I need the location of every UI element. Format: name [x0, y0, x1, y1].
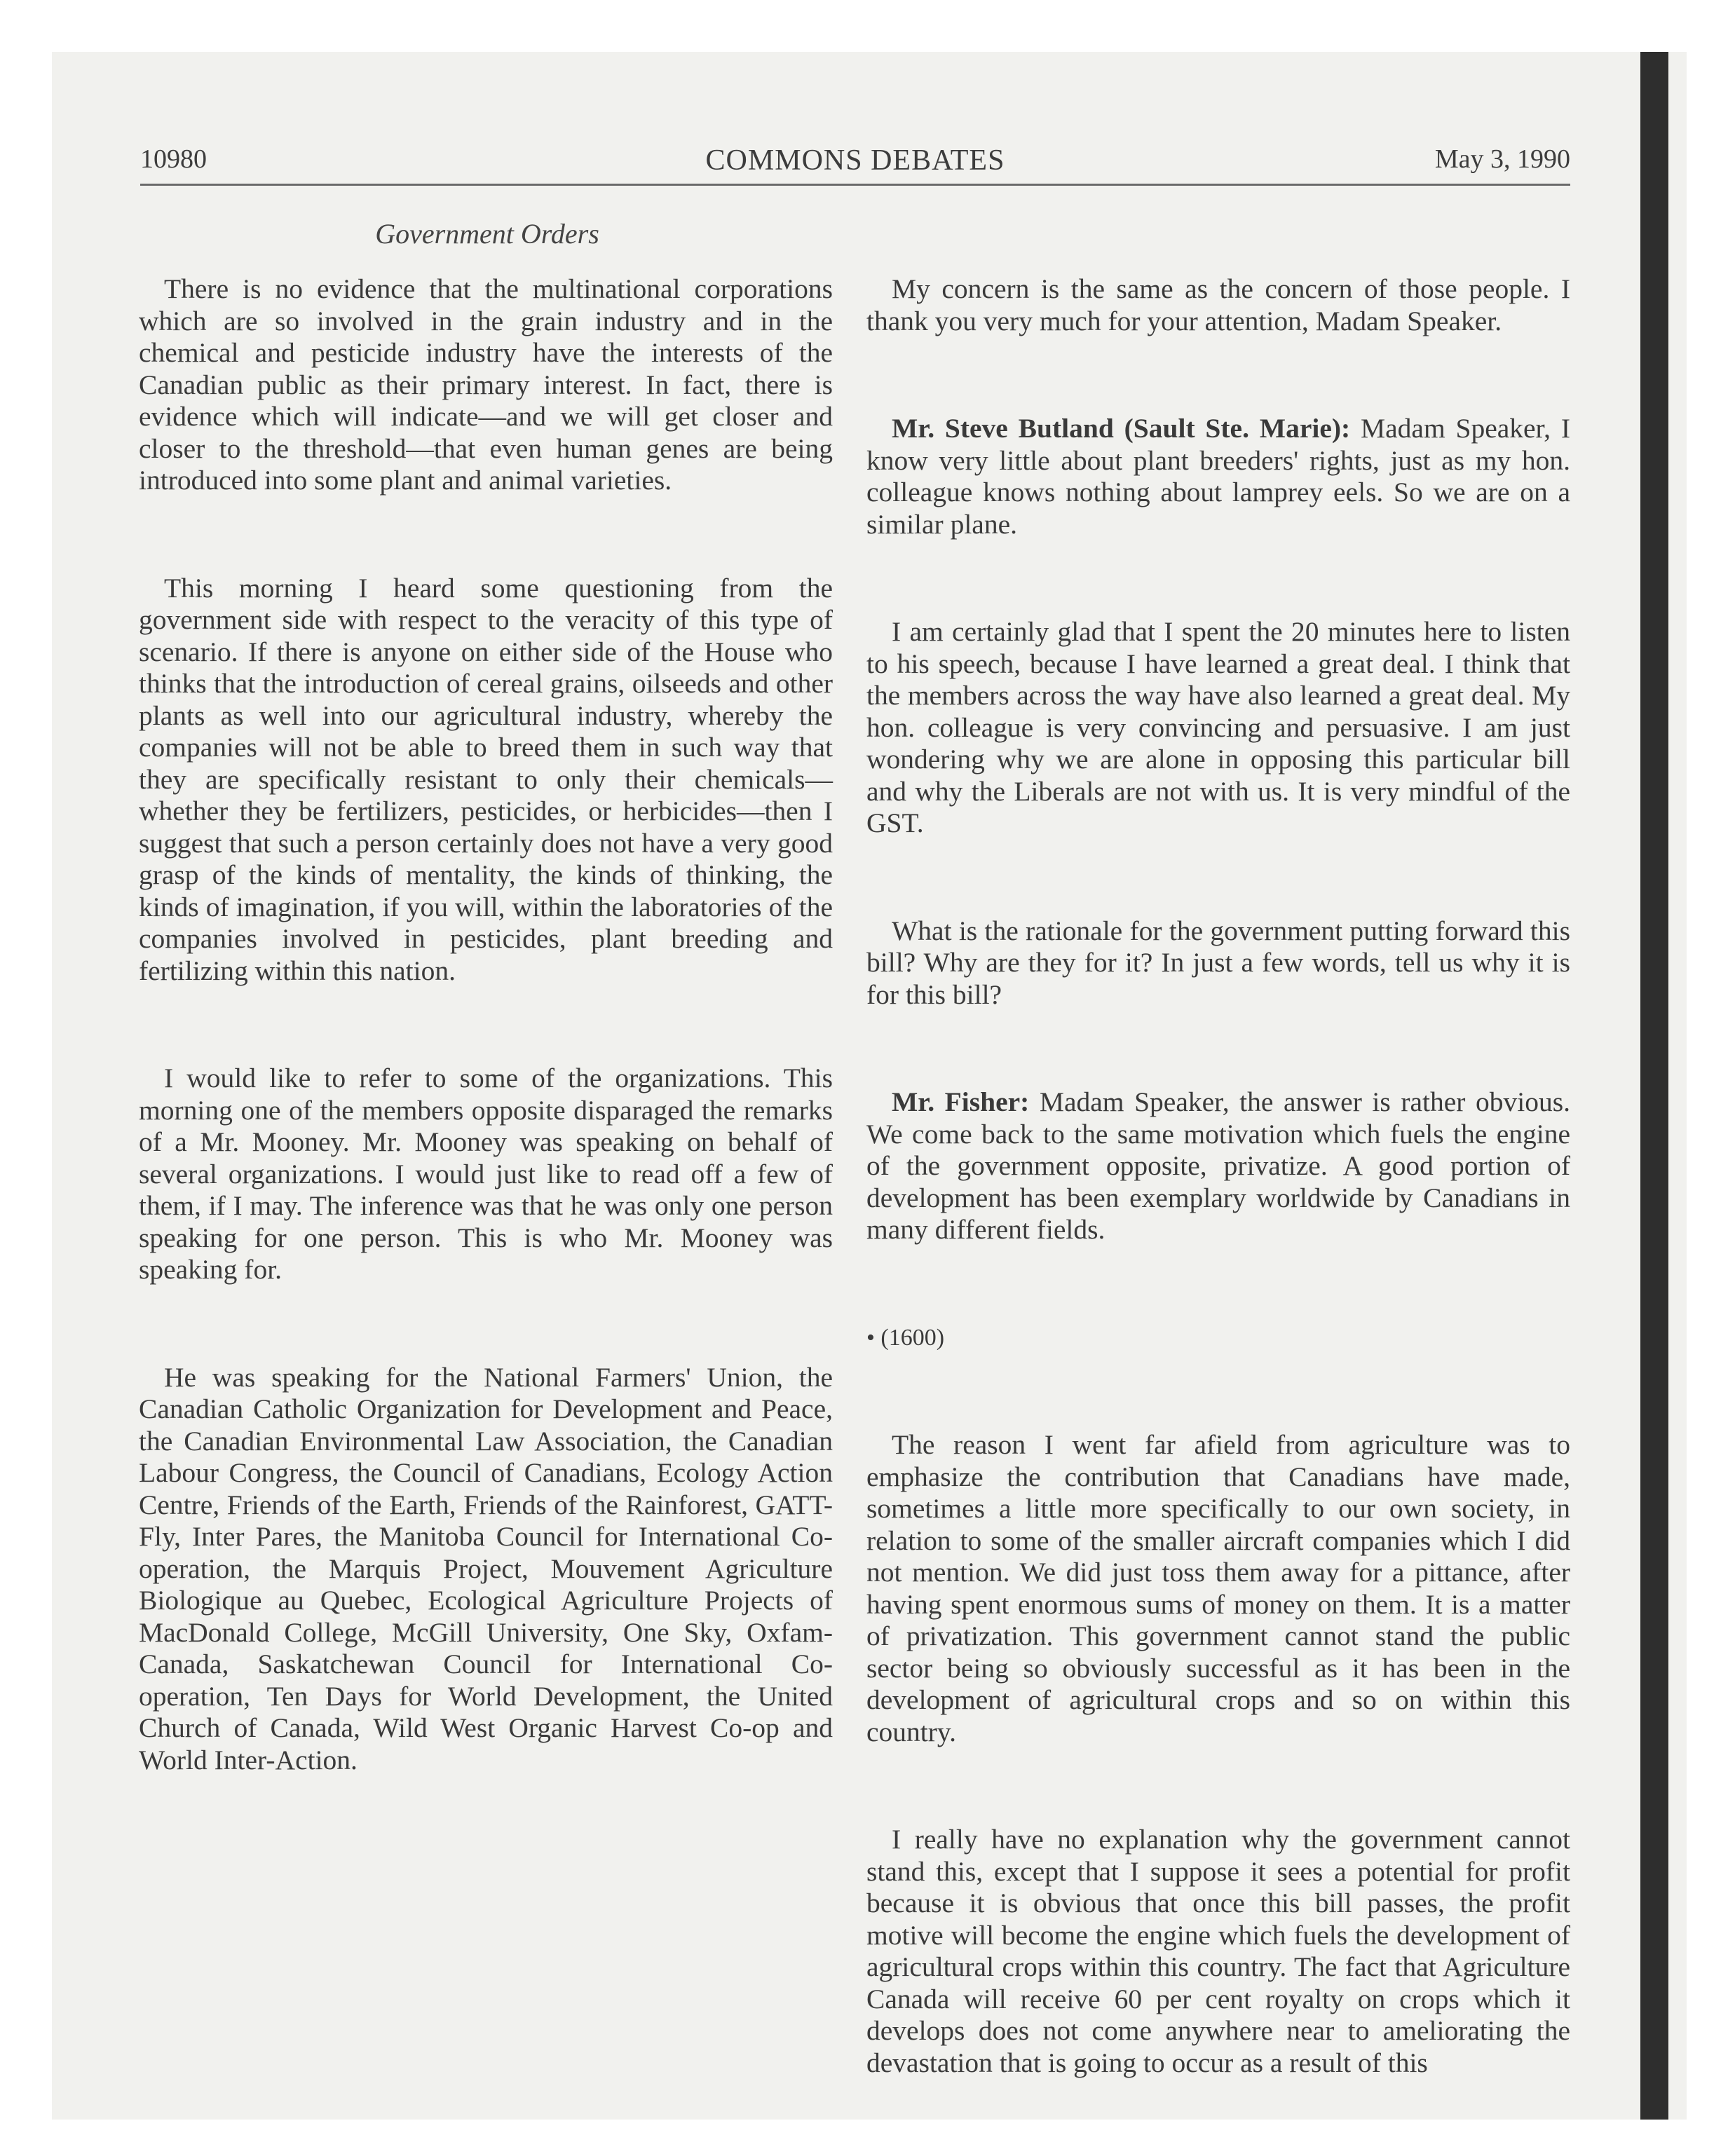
speaker-text: Madam Speaker, I know very little about plant breeders' rights, just as my hon. colleague knows nothing about lamprey eels. So we are on a similar plane. — [866, 413, 1570, 540]
speaker-name: Mr. Steve Butland (Sault Ste. Marie): — [892, 413, 1351, 444]
time-marker: • (1600) — [866, 1324, 945, 1351]
left-column — [139, 273, 833, 1852]
speaker-paragraph — [866, 1086, 1570, 1246]
paragraph: The reason I went far afield from agriculture was to emphasize the contribution that Canadians have made, sometimes a little more specifically to our own society, in relation to some of the smaller aircraft companies which I did not mention. We did just toss them away for a pittance, after having spent enormous sums of money on them. It is a matter of privatization. This government cannot stand the public sector being so obviously successful as it has been in the development of agricultural crops and so on within this country. — [866, 1429, 1570, 1747]
paragraph: He was speaking for the National Farmers' Union, the Canadian Catholic Organization for Development and Peace, the Canadian Environmental Law Association, the Canadian Labour Congress, the Council of Canadians, Ecology Action Centre, Friends of the Earth, Friends of the Rainforest, GATT-Fly, Inter Pares, the Manitoba Council for International Co-operation, the Marquis Project, Mouvement Agriculture Biologique au Quebec, Ecological Agriculture Projects of MacDonald College, McGill University, One Sky, Oxfam-Canada, Saskatchewan Council for International Co-operation, Ten Days for World Development, the United Church of Canada, Wild West Organic Harvest Co-op and World Inter-Action. — [139, 1361, 833, 1775]
speaker-name: Mr. Fisher: — [892, 1086, 1030, 1117]
page-header — [140, 144, 1570, 186]
publication-date: May 3, 1990 — [1434, 144, 1570, 174]
section-title: Government Orders — [375, 218, 599, 250]
paragraph: My concern is the same as the concern of those people. I thank you very much for your attention, Madam Speaker. — [866, 273, 1570, 336]
paragraph: There is no evidence that the multinational corporations which are so involved in the grain industry and in the chemical and pesticide industry have the interests of the Canadian public as their primary interest. In fact, there is evidence which will indicate—and we will get closer and closer to the threshold—that even human genes are being introduced into some plant and animal varieties. — [139, 273, 833, 496]
paragraph: What is the rationale for the government putting forward this bill? Why are they for it? In just a few words, tell us why it is for this bill? — [866, 915, 1570, 1010]
paragraph: I would like to refer to some of the organizations. This morning one of the members opposite disparaged the remarks of a Mr. Mooney. Mr. Mooney was speaking on behalf of several organizations. I would just like to read off a few of them, if I may. The inference was that he was only one person speaking for one person. This is who Mr. Mooney was speaking for. — [139, 1063, 833, 1285]
paragraph: I really have no explanation why the government cannot stand this, except that I suppose it sees a potential for profit because it is obvious that once this bill passes, the profit motive will become the engine which fuels the development of agricultural crops within this country. The fact that Agriculture Canada will receive 60 per cent royalty on crops which it develops does not come anywhere near to ameliorating the devastation that is going to occur as a result of this — [866, 1824, 1570, 2078]
speaker-text: Madam Speaker, the answer is rather obvious. We come back to the same motivation which fuels the engine of the government opposite, privatize. A good portion of development has been exemplary worldwide by Canadians in many different fields. — [866, 1086, 1570, 1245]
page-number: 10980 — [140, 144, 207, 174]
publication-title: COMMONS DEBATES — [705, 144, 1005, 177]
paragraph: This morning I heard some questioning from the government side with respect to the veracity of this type of scenario. If there is anyone on either side of the House who thinks that the introduction of cereal grains, oilseeds and other plants as well into our agricultural industry, whereby the companies will not be able to breed them in such way that they are specifically resistant to only their chemicals—whether they be fertilizers, pesticides, or herbicides—then I suggest that such a person certainly does not have a very good grasp of the kinds of mentality, the kinds of thinking, the kinds of imagination, if you will, within the laboratories of the companies involved in pesticides, plant breeding and fertilizing within this nation. — [139, 572, 833, 986]
speaker-paragraph — [866, 413, 1570, 540]
header-rule — [140, 184, 1570, 186]
right-column — [866, 273, 1570, 2155]
paragraph: I am certainly glad that I spent the 20 minutes here to listen to his speech, because I have learned a great deal. I think that the members across the way have also learned a great deal. My hon. colleague is very convincing and persuasive. I am just wondering why we are alone in opposing this particular bill and why the Liberals are not with us. It is very mindful of the GST. — [866, 616, 1570, 838]
scan-edge-shadow — [1640, 52, 1668, 2120]
